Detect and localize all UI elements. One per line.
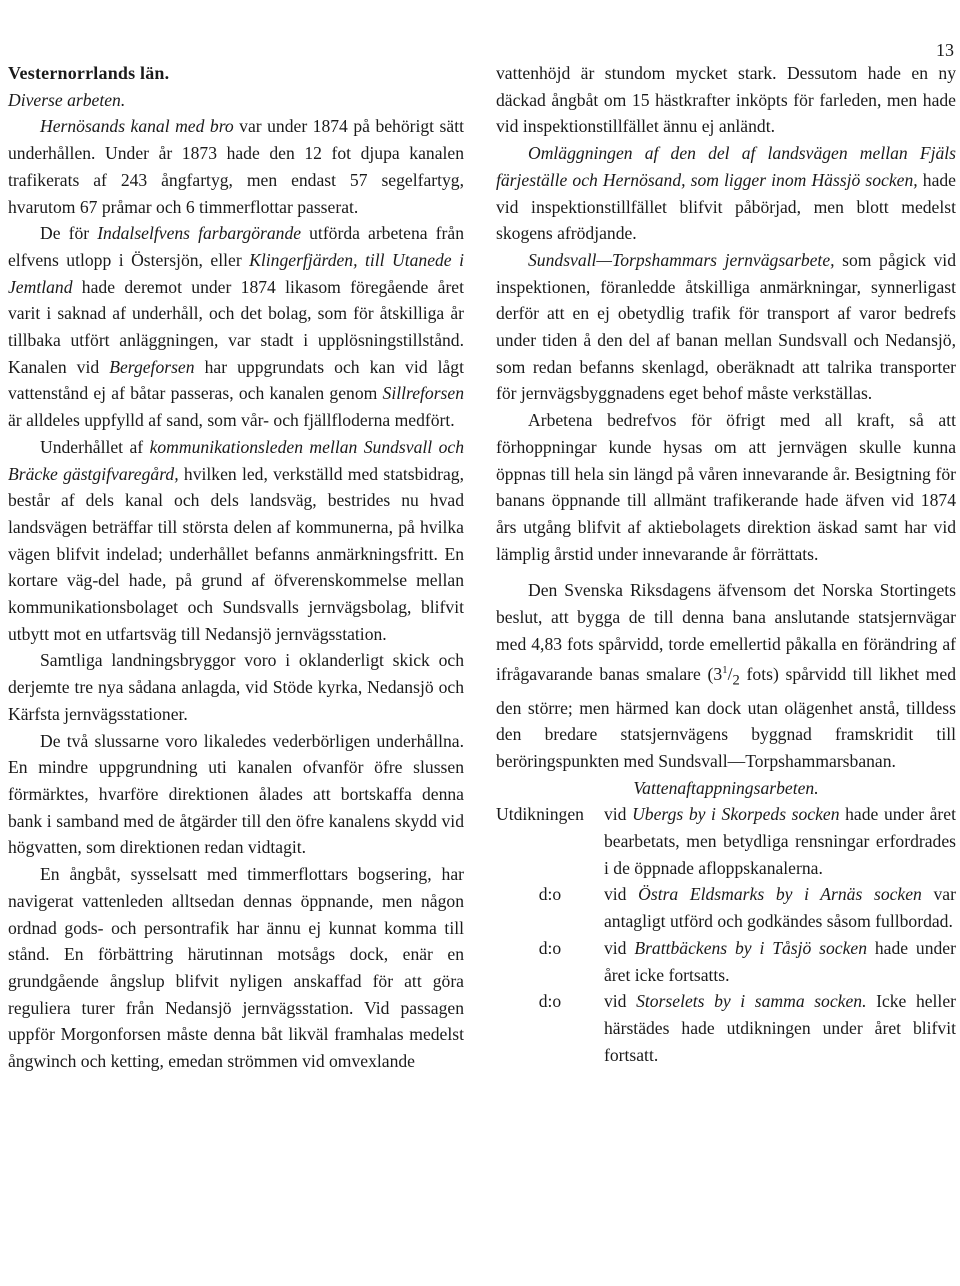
drainage-section-heading: Vattenaftappningsarbeten.	[633, 777, 819, 798]
entry-text: vid Storselets by i samma socken. Icke heller härstädes hade utdikningen under året blifvit fortsatt.	[604, 991, 956, 1065]
entry-text: vid Östra Eldsmarks by i Arnäs socken var antagligt utförd och godkändes såsom fullbordad.	[604, 884, 956, 932]
italic-phrase: Bergeforsen	[109, 356, 195, 377]
italic-phrase: Storselets by i samma socken.	[636, 991, 867, 1012]
paragraph-works-progress: Arbetena bedrefvos för öfrigt med all kraft, så att förhoppningar kunde hysas om att jernvägen skulle kunna öppnas till hela sin längd på våren innevarande år. Besigtning för banans öppnande till allmänt trafikerande hade äfven vid 1874 års utgång blifvit af aktiebolagets direktion äskad samt har vid lämplig årstid under innevarande år förrättats.	[496, 410, 956, 564]
paragraph-road-relocation	[496, 140, 956, 247]
paragraph-gauge	[496, 577, 956, 774]
drainage-entry	[496, 988, 956, 1068]
italic-phrase: Sillreforsen	[382, 383, 464, 404]
drainage-entry	[496, 935, 956, 988]
paragraph-continuation: vattenhöjd är stundom mycket stark. Dessutom hade en ny däckad ångbåt om 15 hästkrafter inköpts för farleden, men hade vid inspektionstillfället ännu ej anländt.	[496, 63, 956, 137]
paragraph-text: har uppgrundats och kan vid lågt vattenstånd ej af båtar passeras, och kanalen genom	[8, 356, 464, 404]
entry-label: d:o	[538, 884, 562, 905]
italic-phrase: Klingerfjärden, till Utanede i Jemtland	[8, 249, 464, 297]
paragraph-text: De för	[40, 223, 98, 244]
italic-phrase: Östra Eldsmarks by i Arnäs socken	[638, 884, 922, 905]
paragraph-text: är alldeles uppfylld af sand, som vår- och fjällfloderna medfört.	[8, 410, 455, 431]
left-column	[8, 60, 464, 1075]
fraction-numerator: 1	[722, 664, 728, 677]
italic-phrase: kommunikationsleden mellan Sundsvall och Bräcke gästgifvaregård,	[8, 436, 464, 484]
paragraph-text: hade deremot under 1874 likasom föregående året varit i saknad af underhåll, och det bolag, som för åtskilliga år tillbaka utfört anläggningen, var stadt i upplösningstillstånd. Kanalen vid	[8, 276, 464, 377]
italic-phrase: Hernösands kanal med bro	[40, 116, 234, 137]
entry-label: Utdikningen	[496, 804, 584, 825]
section-subheading: Diverse arbeten.	[8, 89, 126, 110]
italic-phrase: Indalselfvens farbargörande	[97, 223, 302, 244]
county-heading: Vesternorrlands län.	[8, 63, 170, 83]
italic-phrase: Ubergs by i Skorpeds socken	[632, 804, 840, 825]
paragraph-hernosand-canal	[8, 113, 464, 220]
page-number: 13	[936, 40, 954, 60]
paragraph-text: hvilken led, verkställd med statsbidrag, består af dels kanal och dels landsväg, bestrides nu hvad landsvägen beträffar till största delen af kommunerna, på hvilka vägen blifvit indelad; underhållet befanns anmärkningsfritt. En kortare väg-del hade, på grund af öfverenskommelse mellan kommunikationsbolaget och Sundsvalls jernvägsbolag, blifvit utbytt mot en utfartsväg till Nedansjö jernvägsstation.	[8, 463, 464, 644]
entry-text: vid Ubergs by i Skorpeds socken hade under året bearbetats, men betydliga rensningar erfordrades i de öppnade afloppskanalerna.	[604, 804, 956, 878]
entry-text: vid Brattbäckens by i Tåsjö socken hade under året icke fortsatts.	[604, 937, 956, 985]
paragraph-text: Underhållet af	[40, 436, 150, 457]
paragraph-text: fots) spårvidd till likhet med den större; men härmed kan dock utan olägenhet anstå, tilldess den bredare statsjernvägens byggnad framskridit till beröringspunkten med Sundsvall—Torpshammarsbanan.	[496, 664, 957, 771]
paragraph-text: som pågick vid inspektionen, föranledde åtskilliga anmärkningar, synnerligast derför att en ej obetydlig trafik för transport af varor bedrefs under tiden å den del af banan mellan Sundsvall och Nedansjö, som redan befanns skenlagd, oberäknadt att talrika transporter för jernvägsbyggnadens eget behof måste verkställas.	[496, 249, 956, 404]
spacer	[496, 567, 956, 577]
right-column	[496, 60, 956, 1068]
paragraph-text: var under 1874 på behörigt sätt underhållen. Under år 1873 hade den 12 fot djupa kanalen trafikerats af 243 ångfartyg, men endast 57 segelfartyg, hvarutom 67 pråmar och 6 timmerflottar passerat.	[8, 116, 464, 217]
paragraph-sundsvall-bracke	[8, 434, 464, 648]
italic-phrase: Omläggningen af den del af landsvägen mellan Fjäls färjeställe och Hernösand, som ligger inom Hässjö socken,	[496, 143, 956, 190]
entry-label: d:o	[538, 991, 562, 1012]
italic-phrase: Brattbäckens by i Tåsjö socken	[634, 937, 868, 958]
paragraph-text: utförda arbetena från elfvens utlopp i Östersjön, eller	[8, 223, 464, 270]
paragraph-railway-works	[496, 247, 956, 407]
paragraph-steamboat: En ångbåt, sysselsatt med timmerflottars bogsering, har navigerat vattenleden alltsedan dennas öppnande, men någon ordnad gods- och persontrafik har ännu ej kunnat komma till stånd. En förbättring härutinnan motsågs dock, enär en grundgående ångslup blifvit nyligen anskaffad för att göra reguliera turer från Nedansjö jernvägsstation. Vid passagen uppför Morgonforsen måste denna båt likväl framhalas medelst ångwinch och ketting, emedan strömmen vid omvexlande	[8, 864, 464, 1072]
paragraph-text: Den Svenska Riksdagens äfvensom det Norska Stortingets beslut, att bygga de till denna bana anslutande statsjernvägar med 4,83 fots spårvidd, torde emellertid påkalla en förändring af ifrågavarande banas smalare (3	[496, 580, 956, 685]
italic-phrase: Sundsvall—Torpshammars jernvägsarbete,	[528, 249, 835, 270]
paragraph-text: hade vid inspektionstillfället blifvit påbörjad, men blott medelst skogens afrödjande.	[496, 169, 956, 244]
drainage-entry	[496, 881, 956, 934]
drainage-entry	[496, 801, 956, 881]
entry-label: d:o	[538, 937, 562, 958]
fraction-denominator: 2	[732, 672, 740, 689]
paragraph-indalselfven	[8, 220, 464, 434]
fraction-slash: /	[727, 664, 733, 685]
paragraph-landing-piers: Samtliga landningsbryggor voro i oklanderligt skick och derjemte tre nya sådana anlagda, vid Stöde kyrka, Nedansjö och Kärfsta jernvägsstationer.	[8, 650, 464, 724]
paragraph-locks: De två slussarne voro likaledes vederbörligen underhållna. En mindre uppgrundning uti kanalen ofvanför öfre slussen förmärktes, hvarföre direktionen ålades att bortskaffa denna bank i samband med de åtgärder till den öfre kanalens skydd vid högvatten, som direktionen redan vidtagit.	[8, 730, 464, 858]
